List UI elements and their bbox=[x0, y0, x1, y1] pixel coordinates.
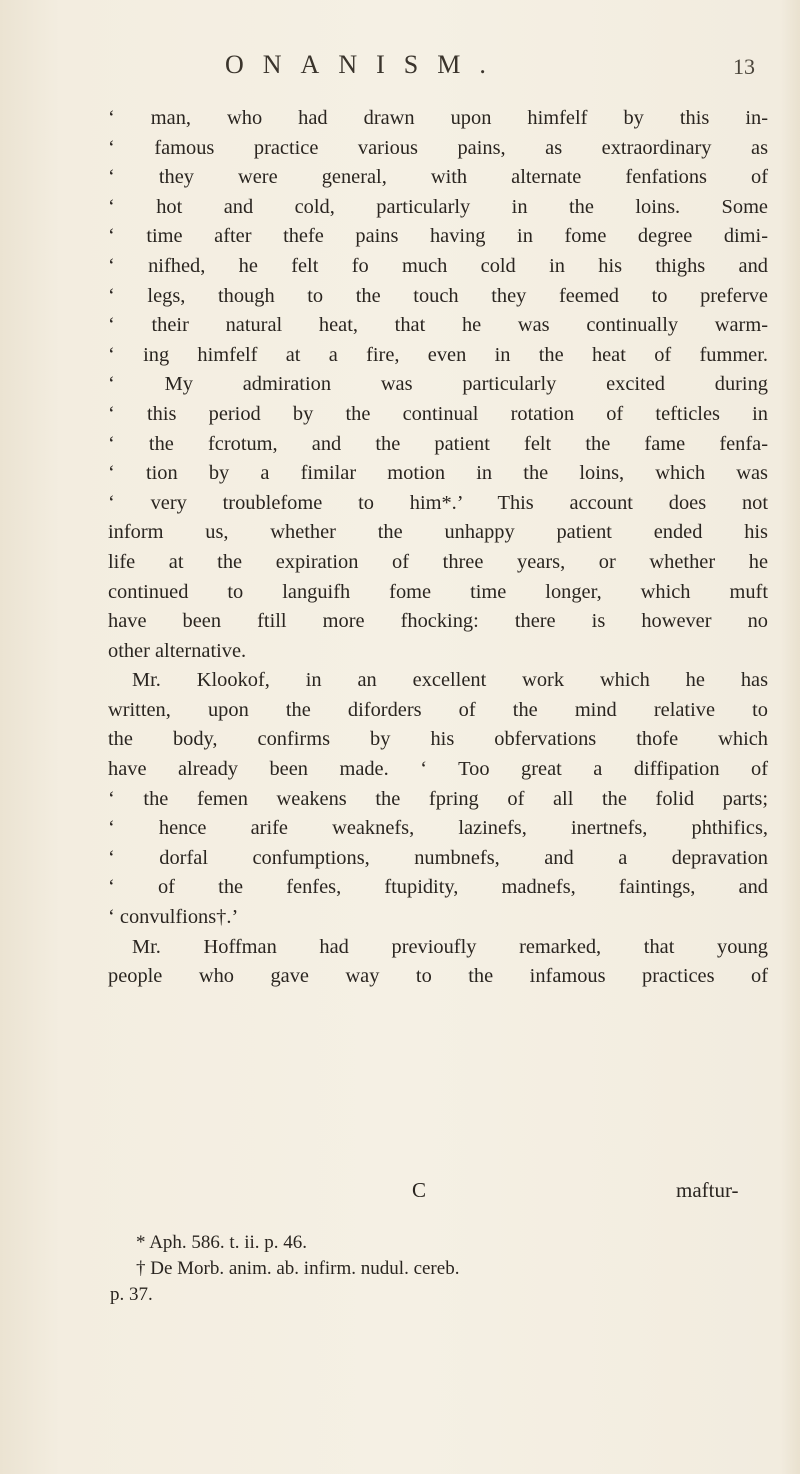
text-line: the body, confirms by his obfervations thofe which bbox=[108, 728, 768, 751]
signature-line bbox=[0, 1178, 800, 1208]
text-line: ‘ their natural heat, that he was continually warm- bbox=[108, 314, 768, 337]
text-line: ‘ very troublefome to him*.’ This account does not bbox=[108, 491, 768, 514]
footnote: p. 37. bbox=[110, 1284, 153, 1305]
text-line: other alternative. bbox=[108, 639, 247, 662]
text-line: ‘ My admiration was particularly excited during bbox=[108, 373, 768, 396]
text-line: ‘ hence arife weaknefs, lazinefs, inertnefs, phthifics, bbox=[108, 817, 768, 840]
text-line: continued to languifh fome time longer, which muft bbox=[108, 580, 768, 603]
text-line: ‘ legs, though to the touch they feemed to preferve bbox=[108, 284, 768, 307]
text-line: ‘ ing himfelf at a fire, even in the heat of fummer. bbox=[108, 343, 768, 366]
text-line: ‘ this period by the continual rotation of tefticles in bbox=[108, 402, 768, 425]
running-title: ONANISM. bbox=[225, 50, 505, 79]
footnote: * Aph. 586. t. ii. p. 46. bbox=[136, 1232, 308, 1253]
text-line: ‘ they were general, with alternate fenfations of bbox=[108, 166, 768, 189]
text-line: ‘ convulfions†.’ bbox=[108, 906, 239, 929]
text-line: ‘ dorfal confumptions, numbnefs, and a depravation bbox=[108, 846, 768, 869]
text-line: ‘ of the fenfes, ftupidity, madnefs, faintings, and bbox=[108, 876, 768, 899]
text-line: ‘ tion by a fimilar motion in the loins, which was bbox=[108, 462, 768, 485]
text-line: Mr. Hoffman had previoufly remarked, that young bbox=[132, 935, 768, 958]
text-line: inform us, whether the unhappy patient ended his bbox=[108, 521, 768, 544]
text-line: ‘ nifhed, he felt fo much cold in his thighs and bbox=[108, 254, 768, 277]
text-line: ‘ famous practice various pains, as extraordinary as bbox=[108, 136, 768, 159]
text-line: ‘ man, who had drawn upon himfelf by this in- bbox=[108, 107, 768, 129]
text-line: people who gave way to the infamous practices of bbox=[108, 965, 768, 988]
text-line: ‘ time after thefe pains having in fome degree dimi- bbox=[108, 225, 768, 248]
text-line: life at the expiration of three years, or whether he bbox=[108, 550, 768, 573]
text-line: have been ftill more fhocking: there is however no bbox=[108, 610, 768, 633]
body-text bbox=[108, 104, 768, 992]
text-line: Mr. Klookof, in an excellent work which he has bbox=[132, 669, 768, 692]
text-line: ‘ hot and cold, particularly in the loins. Some bbox=[108, 195, 768, 218]
text-line: ‘ the fcrotum, and the patient felt the fame fenfa- bbox=[108, 432, 768, 455]
page-number: 13 bbox=[733, 54, 755, 79]
signature-mark: C bbox=[412, 1178, 427, 1202]
footnotes bbox=[110, 1230, 760, 1308]
footnote: † De Morb. anim. ab. infirm. nudul. cereb. bbox=[136, 1258, 460, 1279]
text-line: ‘ the femen weakens the fpring of all the folid parts; bbox=[108, 787, 768, 810]
text-line: have already been made. ‘ Too great a diffipation of bbox=[108, 758, 768, 781]
page-header bbox=[0, 50, 800, 90]
catchword: maftur- bbox=[676, 1178, 739, 1202]
text-line: written, upon the diforders of the mind relative to bbox=[108, 698, 768, 721]
